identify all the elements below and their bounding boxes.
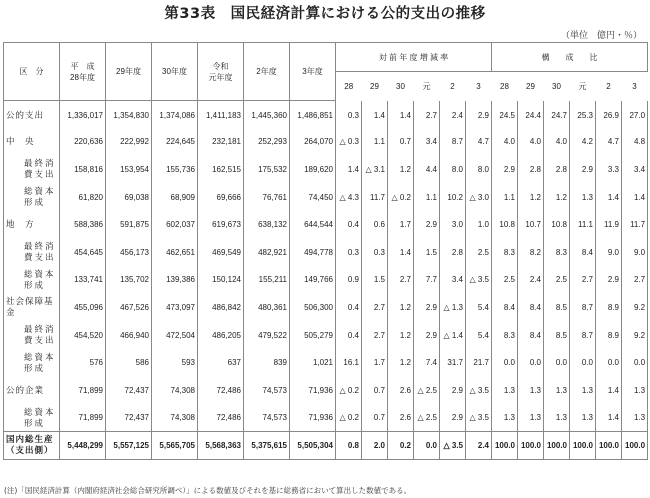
row-label: 公的企業 [4, 376, 60, 404]
growth-cell: 2.4 [440, 101, 466, 129]
share-cell: 26.9 [596, 101, 622, 129]
value-cell: 69,038 [106, 183, 152, 211]
growth-cell: 7.4 [414, 349, 440, 377]
growth-year-header: 2 [450, 81, 455, 91]
value-cell: 619,673 [198, 211, 244, 239]
share-cell: 3.3 [596, 156, 622, 184]
value-cell: 1,336,017 [60, 101, 106, 129]
value-cell: 5,565,705 [152, 432, 198, 460]
value-cell: 224,645 [152, 128, 198, 156]
growth-cell: △ 3.1 [362, 156, 388, 184]
share-cell: 24.7 [544, 101, 570, 129]
growth-cell: △ 1.4 [440, 321, 466, 349]
value-cell: 162,515 [198, 156, 244, 184]
value-cell: 1,445,360 [244, 101, 290, 129]
value-cell: 150,124 [198, 266, 244, 294]
growth-cell: 1.4 [362, 101, 388, 129]
growth-cell: 0.2 [388, 432, 414, 460]
year-header: 2年度 [244, 43, 290, 101]
value-cell: 5,568,363 [198, 432, 244, 460]
value-cell: 61,820 [60, 183, 106, 211]
share-cell: 10.8 [492, 211, 518, 239]
share-cell: 8.7 [570, 321, 596, 349]
growth-cell: 2.9 [414, 294, 440, 322]
growth-cell: 2.8 [440, 238, 466, 266]
share-cell: 100.0 [596, 432, 622, 460]
value-cell: 593 [152, 349, 198, 377]
growth-cell: △ 0.2 [336, 404, 362, 432]
value-cell: 486,842 [198, 294, 244, 322]
growth-cell: △ 0.3 [336, 128, 362, 156]
share-cell: 1.3 [622, 376, 648, 404]
value-cell: 586 [106, 349, 152, 377]
value-cell: 135,702 [106, 266, 152, 294]
growth-cell: △ 3.0 [466, 183, 492, 211]
row-label: 総資本形成 [4, 183, 60, 211]
value-cell: 74,573 [244, 376, 290, 404]
value-cell: 576 [60, 349, 106, 377]
value-cell: 68,909 [152, 183, 198, 211]
value-cell: 591,875 [106, 211, 152, 239]
table-row [4, 432, 648, 460]
share-cell: 2.9 [492, 156, 518, 184]
growth-cell: 2.5 [466, 238, 492, 266]
growth-cell: 0.3 [336, 238, 362, 266]
category-header: 区 分 [4, 43, 60, 101]
growth-cell: 8.0 [466, 156, 492, 184]
table-row [4, 211, 648, 239]
share-cell: 10.8 [544, 211, 570, 239]
growth-cell: 2.6 [388, 376, 414, 404]
share-cell: 9.0 [622, 238, 648, 266]
growth-cell: 16.1 [336, 349, 362, 377]
table-row [4, 266, 648, 294]
share-cell: 100.0 [570, 432, 596, 460]
value-cell: 839 [244, 349, 290, 377]
growth-cell: 0.7 [362, 376, 388, 404]
growth-cell: 1.0 [466, 211, 492, 239]
table-row [4, 404, 648, 432]
value-cell: 155,211 [244, 266, 290, 294]
growth-cell: 2.9 [414, 321, 440, 349]
value-cell: 1,021 [290, 349, 336, 377]
value-cell: 588,386 [60, 211, 106, 239]
value-cell: 71,936 [290, 376, 336, 404]
value-cell: 1,374,086 [152, 101, 198, 129]
share-cell: 8.9 [596, 294, 622, 322]
share-cell: 8.7 [570, 294, 596, 322]
growth-cell: 0.4 [336, 321, 362, 349]
share-cell: 1.3 [544, 376, 570, 404]
share-cell: 1.2 [544, 183, 570, 211]
growth-cell: 2.9 [440, 404, 466, 432]
share-cell: 11.1 [570, 211, 596, 239]
share-cell: 0.0 [622, 349, 648, 377]
growth-cell: 1.5 [362, 266, 388, 294]
value-cell: 5,505,304 [290, 432, 336, 460]
share-cell: 2.9 [570, 156, 596, 184]
share-cell: 0.0 [570, 349, 596, 377]
share-cell: 100.0 [544, 432, 570, 460]
growth-cell: 2.6 [388, 404, 414, 432]
table-row [4, 349, 648, 377]
value-cell: 494,778 [290, 238, 336, 266]
share-cell: 4.8 [622, 128, 648, 156]
share-cell: 24.5 [492, 101, 518, 129]
growth-cell: 1.2 [388, 349, 414, 377]
share-cell: 4.0 [544, 128, 570, 156]
value-cell: 71,936 [290, 404, 336, 432]
year-header: 平 成 28年度 [60, 43, 106, 101]
share-cell: 2.5 [544, 266, 570, 294]
value-cell: 486,205 [198, 321, 244, 349]
value-cell: 133,741 [60, 266, 106, 294]
growth-cell: 1.2 [388, 294, 414, 322]
share-cell: 8.5 [544, 294, 570, 322]
value-cell: 454,645 [60, 238, 106, 266]
value-cell: 74,308 [152, 404, 198, 432]
value-cell: 466,940 [106, 321, 152, 349]
row-label: 社会保障基金 [4, 294, 60, 322]
growth-cell: 4.4 [414, 156, 440, 184]
share-cell: 2.8 [544, 156, 570, 184]
growth-cell: 0.3 [362, 238, 388, 266]
value-cell: 72,437 [106, 404, 152, 432]
share-cell: 0.0 [544, 349, 570, 377]
table-row [4, 128, 648, 156]
row-label: 国内総生産（支出側） [4, 432, 60, 460]
growth-year-header: 29 [370, 81, 379, 91]
year-header: 29年度 [106, 43, 152, 101]
share-cell: 1.3 [544, 404, 570, 432]
share-cell: 2.9 [596, 266, 622, 294]
row-label: 総資本形成 [4, 349, 60, 377]
growth-cell: 3.4 [440, 266, 466, 294]
share-cell: 8.9 [596, 321, 622, 349]
growth-cell: 0.3 [336, 101, 362, 129]
share-cell: 8.2 [518, 238, 544, 266]
growth-cell: 2.7 [362, 294, 388, 322]
value-cell: 220,636 [60, 128, 106, 156]
growth-cell: 2.9 [440, 376, 466, 404]
growth-year-header: 30 [396, 81, 405, 91]
share-cell: 8.4 [570, 238, 596, 266]
share-cell: 2.8 [518, 156, 544, 184]
share-cell: 11.9 [596, 211, 622, 239]
value-cell: 5,448,299 [60, 432, 106, 460]
row-label: 公的支出 [4, 101, 60, 129]
share-cell: 4.0 [518, 128, 544, 156]
table-row [4, 294, 648, 322]
growth-group-header: 対 前 年 度 増 減 率 [336, 43, 492, 72]
value-cell: 74,308 [152, 376, 198, 404]
growth-cell: 1.1 [414, 183, 440, 211]
value-cell: 69,666 [198, 183, 244, 211]
value-cell: 71,899 [60, 404, 106, 432]
unit-label: （単位 億円・％） [560, 31, 642, 41]
share-cell: 1.3 [570, 376, 596, 404]
value-cell: 479,522 [244, 321, 290, 349]
growth-cell: 5.4 [466, 321, 492, 349]
growth-cell: 5.4 [466, 294, 492, 322]
growth-cell: △ 3.5 [466, 376, 492, 404]
growth-cell: 4.7 [466, 128, 492, 156]
value-cell: 637 [198, 349, 244, 377]
value-cell: 264,070 [290, 128, 336, 156]
share-year-header: 30 [552, 81, 561, 91]
value-cell: 72,486 [198, 404, 244, 432]
value-cell: 469,549 [198, 238, 244, 266]
row-label: 総資本形成 [4, 266, 60, 294]
value-cell: 602,037 [152, 211, 198, 239]
value-cell: 5,557,125 [106, 432, 152, 460]
value-cell: 467,526 [106, 294, 152, 322]
value-cell: 189,620 [290, 156, 336, 184]
share-year-header: 3 [632, 81, 637, 91]
share-cell: 9.2 [622, 294, 648, 322]
share-cell: 25.3 [570, 101, 596, 129]
growth-cell: 0.7 [388, 128, 414, 156]
growth-cell: 2.7 [388, 266, 414, 294]
growth-cell: 2.9 [414, 211, 440, 239]
share-cell: 1.4 [622, 183, 648, 211]
growth-cell: 2.7 [414, 101, 440, 129]
value-cell: 76,761 [244, 183, 290, 211]
share-cell: 4.2 [570, 128, 596, 156]
share-cell: 8.3 [544, 238, 570, 266]
share-cell: 0.0 [518, 349, 544, 377]
share-cell: 1.3 [570, 183, 596, 211]
value-cell: 72,437 [106, 376, 152, 404]
growth-cell: △ 4.3 [336, 183, 362, 211]
share-cell: 8.4 [518, 321, 544, 349]
growth-cell: 31.7 [440, 349, 466, 377]
row-label: 最終消費支出 [4, 321, 60, 349]
growth-cell: △ 2.5 [414, 404, 440, 432]
public-expenditure-table [3, 42, 648, 460]
share-cell: 100.0 [518, 432, 544, 460]
table-row [4, 183, 648, 211]
value-cell: 462,651 [152, 238, 198, 266]
growth-cell: 1.2 [388, 156, 414, 184]
growth-cell: 0.4 [336, 294, 362, 322]
share-cell: 1.4 [596, 183, 622, 211]
share-cell: 1.3 [518, 404, 544, 432]
growth-cell: 0.4 [336, 211, 362, 239]
growth-cell: 11.7 [362, 183, 388, 211]
growth-cell: 21.7 [466, 349, 492, 377]
share-cell: 3.4 [622, 156, 648, 184]
table-title: 第33表 国民経済計算における公的支出の推移 [164, 6, 486, 22]
growth-cell: 2.7 [362, 321, 388, 349]
row-label: 地 方 [4, 211, 60, 239]
table-row [4, 376, 648, 404]
share-year-header: 元 [578, 81, 587, 91]
table-row [4, 238, 648, 266]
value-cell: 155,736 [152, 156, 198, 184]
value-cell: 482,921 [244, 238, 290, 266]
value-cell: 638,132 [244, 211, 290, 239]
value-cell: 454,520 [60, 321, 106, 349]
growth-cell: △ 0.2 [388, 183, 414, 211]
share-cell: 2.5 [492, 266, 518, 294]
share-cell: 11.7 [622, 211, 648, 239]
value-cell: 72,486 [198, 376, 244, 404]
year-header: 30年度 [152, 43, 198, 101]
share-cell: 2.7 [570, 266, 596, 294]
share-year-header: 28 [500, 81, 509, 91]
share-cell: 27.0 [622, 101, 648, 129]
value-cell: 472,504 [152, 321, 198, 349]
value-cell: 5,375,615 [244, 432, 290, 460]
row-label: 最終消費支出 [4, 156, 60, 184]
row-label: 最終消費支出 [4, 238, 60, 266]
value-cell: 252,293 [244, 128, 290, 156]
growth-cell: △ 2.5 [414, 376, 440, 404]
growth-cell: 3.4 [414, 128, 440, 156]
growth-cell: 0.8 [336, 432, 362, 460]
growth-cell: 7.7 [414, 266, 440, 294]
row-label: 中 央 [4, 128, 60, 156]
share-cell: 8.4 [518, 294, 544, 322]
share-cell: 8.3 [492, 238, 518, 266]
value-cell: 149,766 [290, 266, 336, 294]
share-cell: 1.2 [518, 183, 544, 211]
growth-cell: 1.1 [362, 128, 388, 156]
growth-cell: 2.4 [466, 432, 492, 460]
value-cell: 232,181 [198, 128, 244, 156]
share-cell: 1.4 [596, 376, 622, 404]
growth-cell: 2.9 [466, 101, 492, 129]
year-header: 令和 元年度 [198, 43, 244, 101]
value-cell: 1,486,851 [290, 101, 336, 129]
growth-cell: △ 3.5 [440, 432, 466, 460]
value-cell: 1,354,830 [106, 101, 152, 129]
growth-cell: 1.4 [388, 101, 414, 129]
share-cell: 9.2 [622, 321, 648, 349]
growth-cell: △ 3.5 [466, 404, 492, 432]
share-cell: 8.5 [544, 321, 570, 349]
share-cell: 2.4 [518, 266, 544, 294]
value-cell: 175,532 [244, 156, 290, 184]
share-group-header: 構 成 比 [492, 43, 648, 72]
growth-cell: 8.0 [440, 156, 466, 184]
share-cell: 1.3 [622, 404, 648, 432]
growth-cell: △ 1.3 [440, 294, 466, 322]
value-cell: 139,386 [152, 266, 198, 294]
table-body [4, 101, 648, 460]
growth-cell: 1.5 [414, 238, 440, 266]
table-row [4, 321, 648, 349]
value-cell: 480,361 [244, 294, 290, 322]
share-cell: 100.0 [492, 432, 518, 460]
share-cell: 1.3 [518, 376, 544, 404]
growth-cell: 10.2 [440, 183, 466, 211]
growth-cell: 1.7 [388, 211, 414, 239]
value-cell: 506,300 [290, 294, 336, 322]
share-cell: 0.0 [596, 349, 622, 377]
share-cell: 9.0 [596, 238, 622, 266]
value-cell: 158,816 [60, 156, 106, 184]
growth-cell: 0.9 [336, 266, 362, 294]
value-cell: 644,544 [290, 211, 336, 239]
growth-cell: △ 0.2 [336, 376, 362, 404]
row-label: 総資本形成 [4, 404, 60, 432]
value-cell: 74,450 [290, 183, 336, 211]
growth-year-header: 3 [476, 81, 481, 91]
growth-cell: 0.6 [362, 211, 388, 239]
share-cell: 1.3 [570, 404, 596, 432]
value-cell: 473,097 [152, 294, 198, 322]
growth-cell: 3.0 [440, 211, 466, 239]
share-cell: 10.7 [518, 211, 544, 239]
table-row [4, 156, 648, 184]
share-cell: 1.1 [492, 183, 518, 211]
growth-cell: △ 3.5 [466, 266, 492, 294]
growth-cell: 0.7 [362, 404, 388, 432]
growth-cell: 0.0 [414, 432, 440, 460]
growth-year-header: 28 [344, 81, 354, 91]
growth-cell: 1.4 [388, 238, 414, 266]
share-cell: 24.4 [518, 101, 544, 129]
growth-cell: 1.4 [336, 156, 362, 184]
value-cell: 74,573 [244, 404, 290, 432]
share-cell: 4.7 [596, 128, 622, 156]
value-cell: 505,279 [290, 321, 336, 349]
growth-cell: 1.2 [388, 321, 414, 349]
value-cell: 222,992 [106, 128, 152, 156]
share-cell: 8.4 [492, 294, 518, 322]
growth-cell: 1.7 [362, 349, 388, 377]
growth-year-header: 元 [422, 81, 431, 91]
table-row [4, 101, 648, 129]
value-cell: 456,173 [106, 238, 152, 266]
share-year-header: 29 [526, 81, 535, 91]
value-cell: 1,411,183 [198, 101, 244, 129]
share-cell: 1.4 [596, 404, 622, 432]
share-cell: 1.3 [492, 404, 518, 432]
growth-cell: 2.0 [362, 432, 388, 460]
year-header: 3年度 [290, 43, 336, 101]
share-cell: 0.0 [492, 349, 518, 377]
share-cell: 100.0 [622, 432, 648, 460]
value-cell: 71,899 [60, 376, 106, 404]
share-cell: 2.7 [622, 266, 648, 294]
share-cell: 8.3 [492, 321, 518, 349]
share-cell: 4.0 [492, 128, 518, 156]
share-cell: 1.3 [492, 376, 518, 404]
share-year-header: 2 [606, 81, 611, 91]
footnote: (注)「国民経済計算（内閣府経済社会総合研究所調べ）」による数値及びそれを基に総務省において算出した数値である。 [4, 486, 412, 495]
value-cell: 153,954 [106, 156, 152, 184]
value-cell: 455,096 [60, 294, 106, 322]
growth-cell: 8.7 [440, 128, 466, 156]
